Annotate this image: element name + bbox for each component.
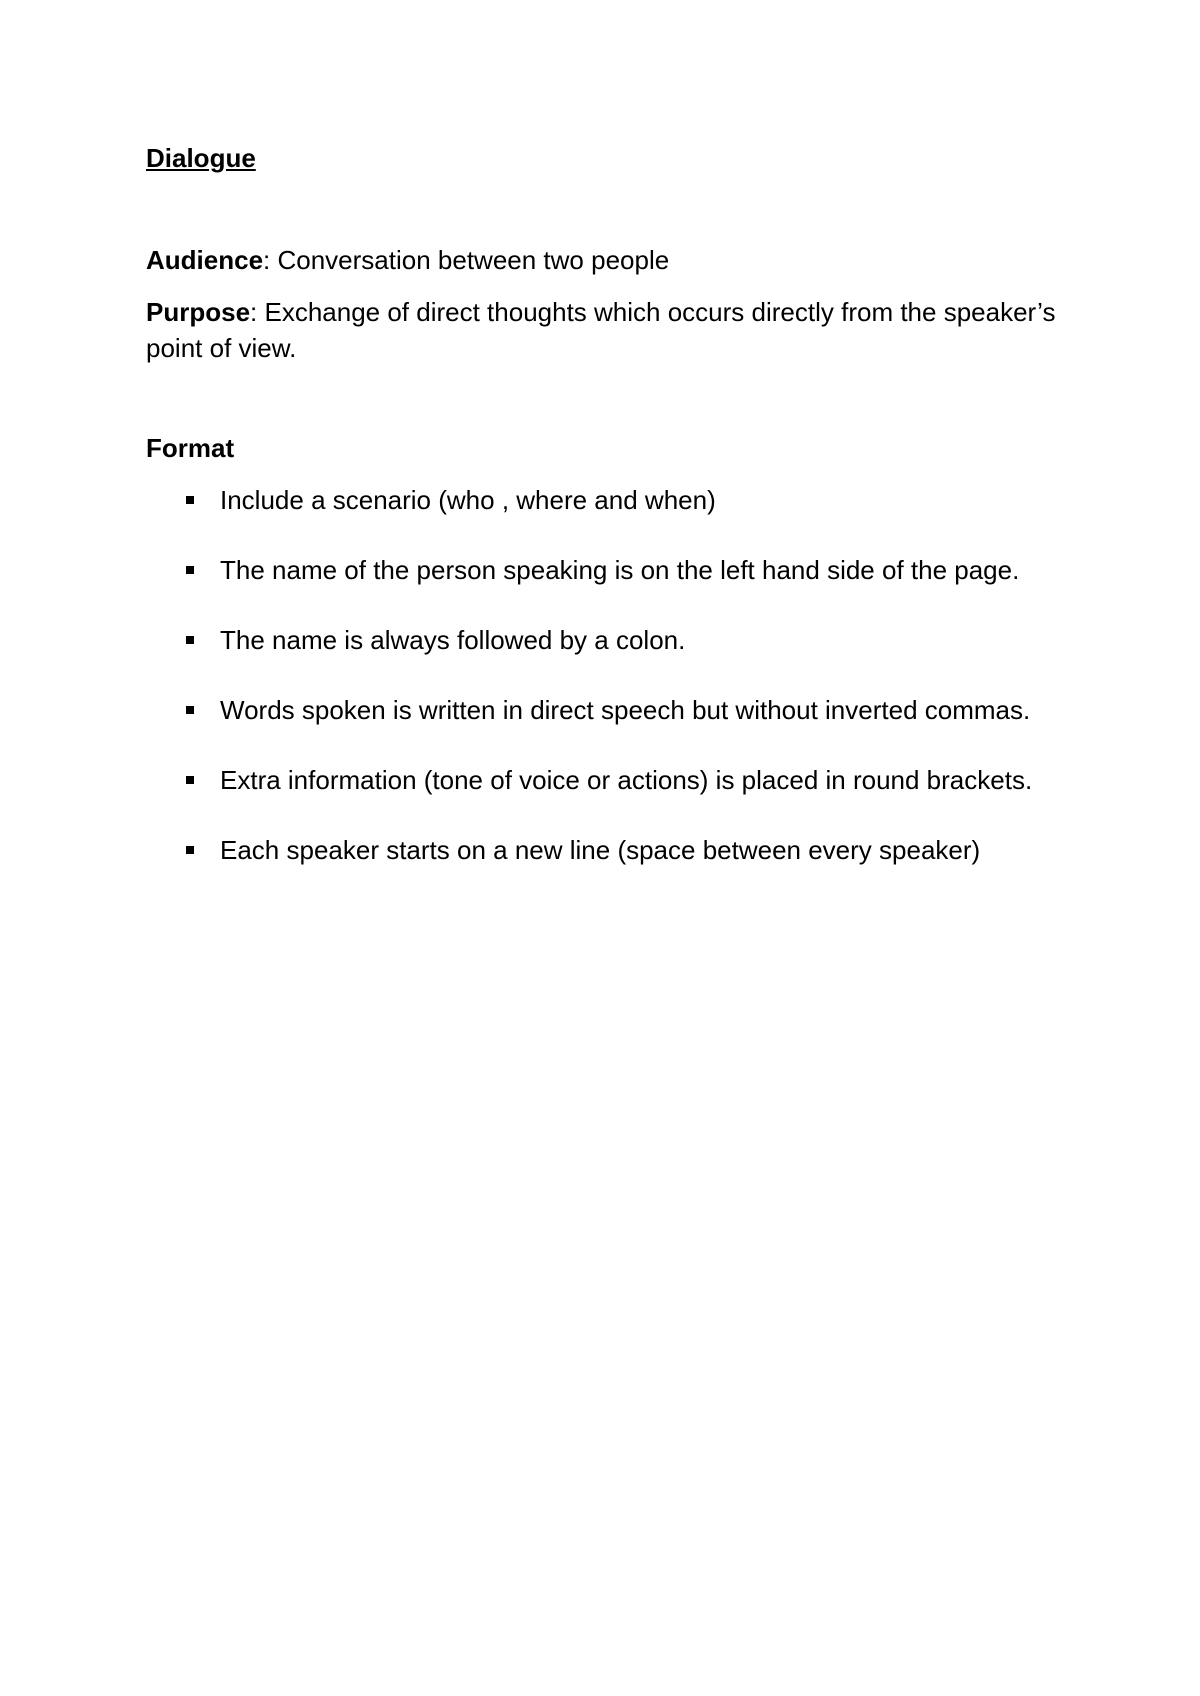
square-bullet-icon xyxy=(186,496,194,504)
purpose-label: Purpose xyxy=(146,297,251,327)
format-item-text: The name is always followed by a colon. xyxy=(220,625,686,655)
square-bullet-icon xyxy=(186,706,194,714)
square-bullet-icon xyxy=(186,846,194,854)
format-item-text: The name of the person speaking is on the left hand side of the page. xyxy=(220,555,1020,585)
format-list-item xyxy=(146,832,1066,868)
format-heading: Format xyxy=(146,433,235,463)
audience-value: : Conversation between two people xyxy=(263,245,670,275)
format-list-item xyxy=(146,552,1066,588)
purpose-value: : Exchange of direct thoughts which occurs directly from the speaker’s point of view. xyxy=(146,297,1056,363)
format-list-item xyxy=(146,762,1066,798)
format-item-text: Each speaker starts on a new line (space between every speaker) xyxy=(220,835,981,865)
format-item-text: Extra information (tone of voice or actions) is placed in round brackets. xyxy=(220,765,1033,795)
square-bullet-icon xyxy=(186,636,194,644)
purpose-line xyxy=(146,294,1066,366)
document-content xyxy=(146,140,1066,902)
audience-line xyxy=(146,242,1066,278)
format-item-text: Words spoken is written in direct speech but without inverted commas. xyxy=(220,695,1031,725)
format-list xyxy=(146,482,1066,868)
document-title: Dialogue xyxy=(146,143,256,173)
format-list-item xyxy=(146,482,1066,518)
audience-label: Audience xyxy=(146,245,264,275)
format-list-item xyxy=(146,692,1066,728)
format-list-item xyxy=(146,622,1066,658)
square-bullet-icon xyxy=(186,566,194,574)
square-bullet-icon xyxy=(186,776,194,784)
format-item-text: Include a scenario (who , where and when) xyxy=(220,485,716,515)
